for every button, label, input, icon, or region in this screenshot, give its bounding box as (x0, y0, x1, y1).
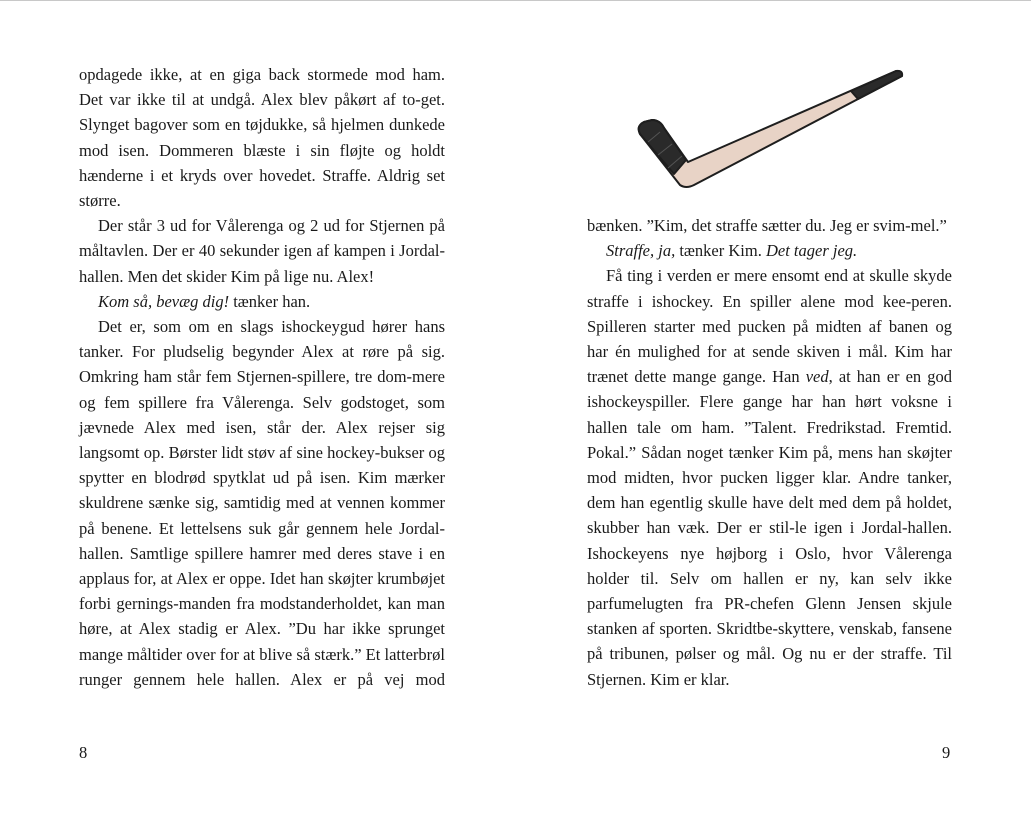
hockey-stick-icon (630, 62, 905, 192)
stick-grip-tape (851, 71, 902, 99)
paragraph-2: Straffe, ja, tænker Kim. Det tager jeg. (606, 241, 858, 261)
paragraph-3: Få ting i verden er mere ensomt end at skulle skyde straffe i ishockey. En spiller alene mod kee-peren. Spilleren starter med pucken på midten af banen og har én mulighed for at sende skiven i mål. Kim har trænet dette mange gange. Han ved, at han er en god ishockeyspiller. Flere gange har han hørt voksne i hallen tale om ham. ”Talent. Fredrikstad. Fremtid. Pokal.” Sådan noget tænker Kim på, mens han skøjter mod midten, hvor pucken ligger klar. Andre tanker, dem han egentlig skulle have delt med dem på holdet, skubber han væk. Der er stil-le igen i Jordal-hallen. Ishockeyens nye højborg i Oslo, hvor Vålerenga holder til. Selv om hallen er ny, kan selv ikke parfumelugten fra PR-chefen Glenn Jensen skjule stanken af sporten. Skridtbe-skyttere, venskab, fansene på tribunen, pølser og mål. Og nu er der straffe. Til Stjernen. Kim er klar. (587, 266, 952, 689)
left-page-text (79, 62, 445, 692)
top-border-line (0, 0, 1031, 1)
page-number-left: 8 (79, 743, 88, 762)
stick-blade-tape (639, 120, 686, 174)
right-page-text (587, 213, 952, 692)
page-number-right: 9 (942, 743, 951, 762)
paragraph-2: Der står 3 ud for Vålerenga og 2 ud for Stjernen på måltavlen. Der er 40 sekunder igen af kampen i Jordal-hallen. Men det skider Kim på lige nu. Alex! (79, 216, 445, 286)
paragraph-4: Det er, som om en slags ishockeygud hører hans tanker. For pludselig begynder Alex at røre på sig. Omkring ham står fem Stjernen-spillere, tre dom-mere og fem spillere fra Vålerenga. Selv godstoget, som jævnede Alex med isen, står der. Alex rejser sig langsomt op. Børster lidt støv af sine hockey-bukser og spytter en blodrød spytklat ud på isen. Kim mærker skuldrene sænke sig, samtidig med at vennen kommer på benene. Et lettelsens suk går gennem hele Jordal-hallen. Samtlige spillere hamrer med deres stave i en applaus for, at Alex er oppe. Idet han skøjter krumbøjet forbi gernings-manden fra modstanderholdet, kan man høre, at Alex stadig er Alex. ”Du har ikke sprunget mange måltider over for at blive så stærk.” Et latterbrøl runger gennem hele hallen. Alex er på vej mod (79, 317, 445, 689)
paragraph-1: opdagede ikke, at en giga back stormede mod ham. Det var ikke til at undgå. Alex blev påkørt af to-get. Slynget bagover som en tøjdukke, så hjelmen dunkede mod isen. Dommeren blæste i sin fløjte og holdt hænderne i et kryds over hovedet. Straffe. Aldrig set større. (79, 65, 445, 211)
paragraph-1: bænken. ”Kim, det straffe sætter du. Jeg er svim-mel.” (587, 216, 947, 235)
paragraph-3: Kom så, bevæg dig! tænker han. (98, 291, 311, 311)
